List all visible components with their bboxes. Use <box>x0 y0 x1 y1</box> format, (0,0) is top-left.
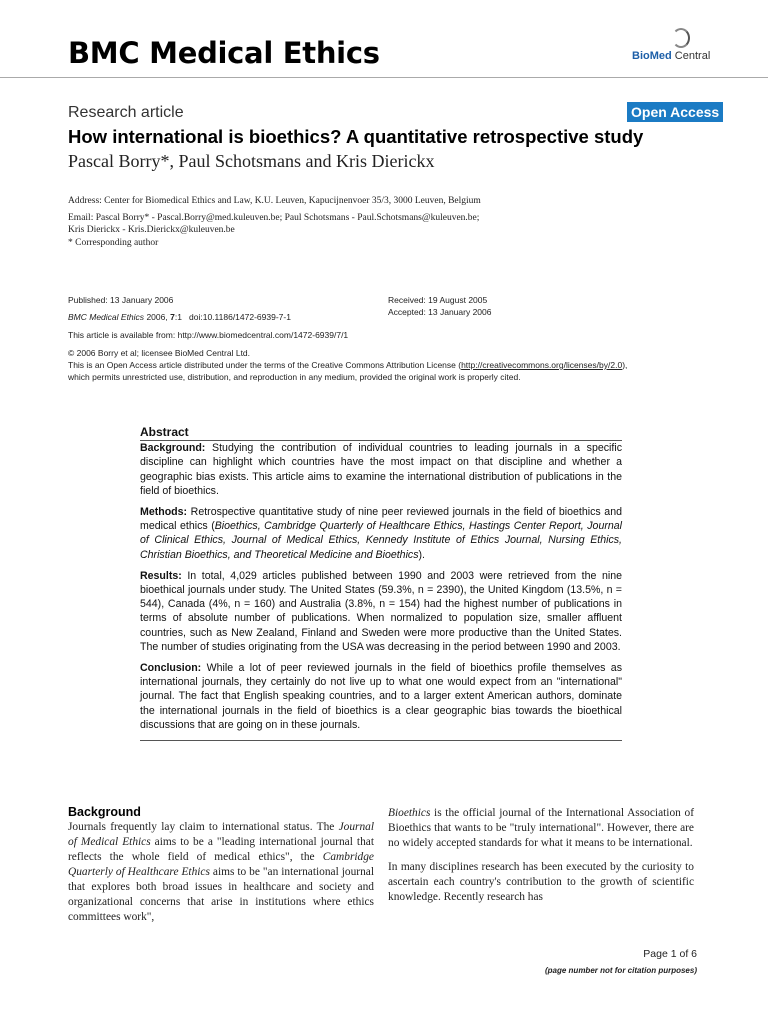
body-column-left <box>68 805 374 934</box>
page-number-note: (page number not for citation purposes) <box>544 966 697 975</box>
section-heading-background: Background <box>68 805 141 819</box>
article-type: Research article <box>68 104 184 121</box>
body-text: aims to be a "leading international journal that reflects the whole field of medical ethics", the <box>68 836 374 863</box>
body-column-right <box>388 806 694 914</box>
license-link[interactable]: http://creativecommons.org/licenses/by/2.0 <box>461 360 623 370</box>
body-paragraph <box>388 806 694 851</box>
abstract-background-text: Studying the contribution of individual countries to leading journals in a specific discipline can highlight which countries have the most impact on that discipline and whether a geographic bias exists. This article aims to examine the international distribution of publications in the field of bioethics. <box>140 442 622 497</box>
abstract-background <box>140 441 622 498</box>
license-line <box>68 359 627 371</box>
email-line-1[interactable]: Email: Pascal Borry* - Pascal.Borry@med.kuleuven.be; Paul Schotsmans - Paul.Schotsmans@kuleuven.be; <box>68 213 480 223</box>
citation-line <box>68 311 291 323</box>
article-title: How international is bioethics? A quantitative retrospective study <box>68 126 644 147</box>
abstract-methods-text: Retrospective quantitative study of nine peer reviewed journals in the field of bioethics and medical ethics ( <box>140 506 622 533</box>
logo-bold-text: BioMed <box>632 50 672 62</box>
license-line-2: which permits unrestricted use, distribution, and reproduction in any medium, provided the original work is properly cited. <box>68 372 521 382</box>
biomed-central-logo[interactable] <box>632 28 732 68</box>
author-address: Address: Center for Biomedical Ethics and Law, K.U. Leuven, Kapucijnenvoer 35/3, 3000 Leuven, Belgium <box>68 196 481 206</box>
copyright-line: © 2006 Borry et al; licensee BioMed Central Ltd. <box>68 348 251 358</box>
biomed-central-ring-icon <box>672 28 690 48</box>
abstract-heading: Abstract <box>140 425 622 441</box>
abstract-conclusion-text: While a lot of peer reviewed journals in the field of bioethics profile themselves as international journals, they certainly do not live up to what one would expect from an "international" journal. The fact that English speaking countries, and to a larger extent American authors, dominate the international journals in the field of bioethics is a clear geographic bias towards the bioethical discussions that are going on in these journals. <box>140 662 622 731</box>
citation-volume: 7 <box>170 312 175 322</box>
license-text: This is an Open Access article distributed under the terms of the Creative Commons Attribution License ( <box>68 360 462 370</box>
citation-journal: BMC Medical Ethics <box>68 312 145 322</box>
abstract-results-label: Results: <box>140 569 182 582</box>
abstract-results <box>140 569 622 654</box>
page-number: Page 1 of 6 <box>643 948 697 960</box>
abstract-background-label: Background: <box>140 442 206 455</box>
email-line-2[interactable]: Kris Dierickx - Kris.Dierickx@kuleuven.be <box>68 225 235 235</box>
journal-name-cqhe: Cambridge Quarterly of Healthcare Ethics <box>68 851 374 878</box>
abstract-conclusion <box>140 661 622 732</box>
logo-light-text: Central <box>674 50 711 62</box>
abstract-methods <box>140 505 622 562</box>
body-paragraph <box>68 820 374 925</box>
logo-wordmark <box>632 50 710 62</box>
abstract-methods-label: Methods: <box>140 506 188 519</box>
article-authors: Pascal Borry*, Paul Schotsmans and Kris Dierickx <box>68 151 435 171</box>
doi[interactable]: doi:10.1186/1472-6939-7-1 <box>189 312 291 322</box>
article-url[interactable]: This article is available from: http://www.biomedcentral.com/1472-6939/7/1 <box>68 330 349 340</box>
accepted-date: Accepted: 13 January 2006 <box>388 307 492 317</box>
author-emails <box>68 212 479 236</box>
journal-name-jme: Journal of Medical Ethics <box>68 821 374 848</box>
header-divider <box>0 77 768 78</box>
journal-masthead: BMC Medical Ethics <box>68 36 380 70</box>
abstract-conclusion-label: Conclusion: <box>140 662 202 675</box>
abstract-methods-end: ). <box>418 548 426 561</box>
abstract-box <box>140 425 622 741</box>
body-paragraph: In many disciplines research has been executed by the curiosity to ascertain each country's contribution to the growth of scientific knowledge. Recently research has <box>388 861 694 903</box>
body-text: is the official journal of the International Association of Bioethics that wants to be "truly international". However, there are no widely accepted standards for what it means to be international. <box>388 807 694 849</box>
license-text-end: ), <box>622 360 628 370</box>
open-access-badge: Open Access <box>627 102 723 122</box>
journal-name-bioethics: Bioethics <box>388 807 431 819</box>
received-date: Received: 19 August 2005 <box>388 295 488 305</box>
abstract-bottom-rule <box>140 740 622 741</box>
abstract-methods-journals: Bioethics, Cambridge Quarterly of Healthcare Ethics, Hastings Center Report, Journal of Clinical Ethics, Journal of Medical Ethics, Kennedy Institute of Ethics Journal, Nursing Ethics, Christian Bioethics, and Theoretical Medicine and Bioethics <box>140 520 623 561</box>
published-date: Published: 13 January 2006 <box>68 295 174 305</box>
body-text: aims to be "an international journal that explores both broad issues in healthcare and society and organizational concerns that arise in institutions where ethics committees work", <box>68 866 374 923</box>
citation-page: :1 <box>174 312 182 322</box>
abstract-results-text: In total, 4,029 articles published between 1990 and 2003 were retrieved from the nine bioethical journals under study. The United States (59.3%, n = 2390), the United Kingdom (13.5%, n = 544), Canada (4%, n = 160) and Australia (3.8%, n = 154) had the highest number of publications in terms of absolute number of publications. When normalized to population size, smaller affluent countries, such as New Zealand, Finland and Sweden were more productive than the United States. The number of studies originating from the USA was decreasing in the period between 1990 and 2003. <box>140 569 622 653</box>
corresponding-author-note: * Corresponding author <box>68 238 159 248</box>
citation-year: 2006, <box>146 312 168 322</box>
body-text: Journals frequently lay claim to international status. The <box>68 821 339 833</box>
